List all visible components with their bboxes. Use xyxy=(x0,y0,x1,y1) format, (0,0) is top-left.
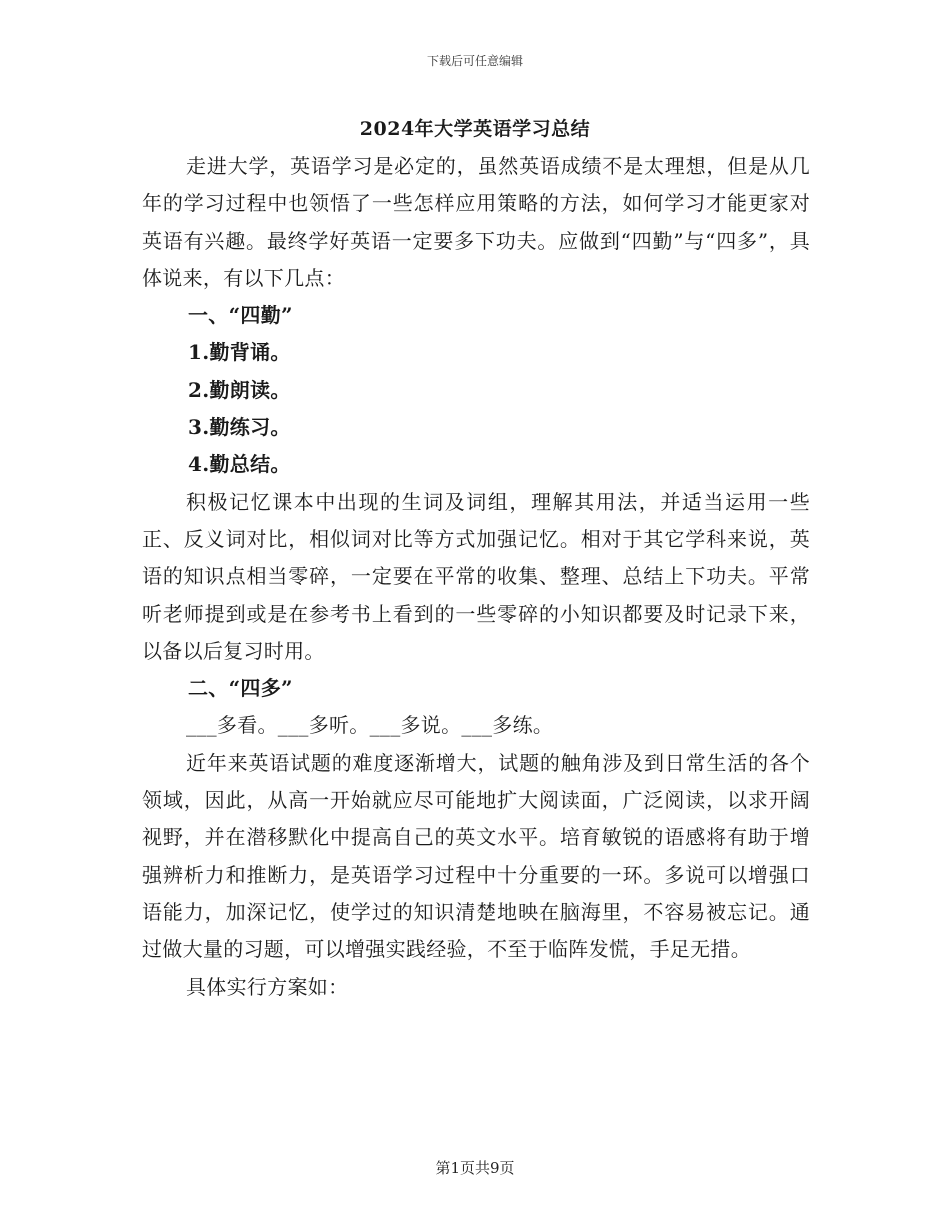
intro-paragraph: 走进大学，英语学习是必定的，虽然英语成绩不是太理想，但是从几年的学习过程中也领悟了一些怎样应用策略的方法，如何学习才能更家对英语有兴趣。最终学好英语一定要多下功夫。应做到“四勤”与“四多”，具体说来，有以下几点： xyxy=(142,154,810,290)
plan-paragraph: 具体实行方案如： xyxy=(186,974,349,999)
page-header: 下载后可任意编辑 xyxy=(426,54,523,68)
document-body xyxy=(142,148,810,1006)
four-mores-line: ___多看。___多听。___多说。___多练。 xyxy=(186,713,554,738)
page-number: 第1页共9页 xyxy=(435,1159,515,1177)
memory-paragraph: 积极记忆课本中出现的生词及词组，理解其用法，并适当运用一些正、反义词对比，相似词对比等方式加强记忆。相对于其它学科来说，英语的知识点相当零碎，一定要在平常的收集、整理、总结上下功夫。平常听老师提到或是在参考书上看到的一些零碎的小知识都要及时记录下来，以备以后复习时用。 xyxy=(142,489,810,663)
list-item: 4.勤总结。 xyxy=(188,452,291,477)
document-title: 2024年大学英语学习总结 xyxy=(359,118,591,140)
reading-paragraph: 近年来英语试题的难度逐渐增大，试题的触角涉及到日常生活的各个领域，因此，从高一开始就应尽可能地扩大阅读面，广泛阅读，以求开阔视野，并在潜移默化中提高自己的英文水平。培育敏锐的语感将有助于增强辨析力和推断力，是英语学习过程中十分重要的一环。多说可以增强口语能力，加深记忆，使学过的知识清楚地映在脑海里，不容易被忘记。通过做大量的习题，可以增强实践经验，不至于临阵发慌，手足无措。 xyxy=(142,750,810,962)
section-heading-four-mores: 二、“四多” xyxy=(188,676,293,701)
list-item: 2.勤朗读。 xyxy=(188,377,291,402)
section-heading-four-diligences: 一、“四勤” xyxy=(188,303,293,328)
list-item: 3.勤练习。 xyxy=(188,415,291,440)
list-item: 1.勤背诵。 xyxy=(188,340,291,365)
